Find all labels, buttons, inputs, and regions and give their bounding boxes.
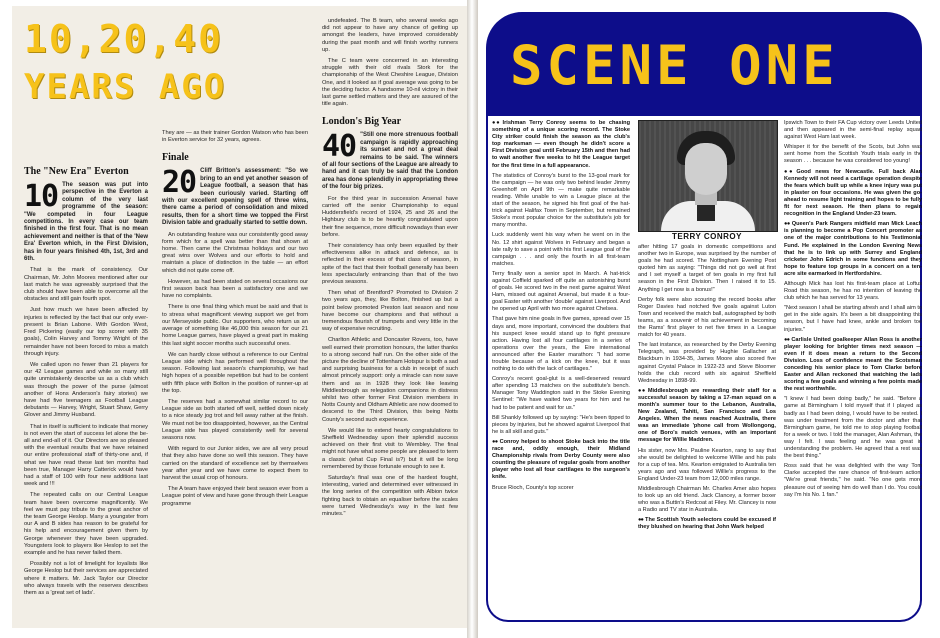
news-paragraph [492, 376, 630, 411]
paragraph-text: Although Mick has lost his first-team place at Loftus Road this season, he has no intention of leaving the club which he has served for 13 years. [784, 280, 922, 302]
player-photo [638, 120, 778, 232]
news-paragraph [638, 244, 776, 294]
bullet-dots-icon: ●● [784, 221, 790, 228]
news-paragraph [638, 388, 776, 445]
right-column-1 [492, 120, 630, 495]
column-paragraphs [322, 18, 458, 108]
paragraph-text: Bruce Rioch, County's top scorer [492, 484, 574, 491]
paragraph: Then what of Brentford? Promoted to Division 2 two years ago, they, like Bolton, finished up but a point below promoted Preston last season and now have become our champions and that without a tremendous flourish of trumpets and very little in the way of expensive recruiting. [322, 290, 458, 333]
news-paragraph [784, 120, 922, 141]
paragraph-text: "Next season I shall be starting afresh and I shall aim to get in the side again. It's been a bit disappointing this season, but I have had knee, ankle and broken toe injuries." [784, 305, 922, 333]
big-number-20: 20 [162, 165, 197, 201]
news-paragraph [638, 517, 776, 531]
section-heading-finale: Finale [162, 152, 189, 164]
lead-paragraph: "Still one more strenuous football campaign is rapidly approaching its sunset and not a great deal remains to be said. The winners of all four sections of the League are already to hand and it can truly be said that the London area has done splendidly in appropriating three of the four big prizes. [322, 132, 458, 191]
paragraph-text: Terry finally won a senior spot in March. A hat-trick against Coffield sparked off quite an astonishing burst of goals. He scored two in the next game against West Ham, missed out against Arsenal, but made it a four-goal Easter with another 'double' against Liverpool. And he opened up April with two more against Chelsea. [492, 270, 630, 313]
paragraph: Charlton Athletic and Doncaster Rovers, too, have well earned their promotion honours, the latter thanks to a strong second half run. On the other side of the picture the decline of Tottenham Hotspur is both a sad and surprising business for a club in receipt of such almost princely support: only a miracle can now save them and as in 1928 they look like leaving Middlesbrough as relegation companions in distress whilst two other former First Division members in Notts County and Oldham Athletic are now doomed to descend to the Third Division, this being Notts County's second such experience. [322, 337, 458, 423]
paragraph: The C team were concerned in an interesting struggle with their old rivals Stork for the championship of the West Cheshire League, Division One, and it looked as if goal average was going to be the deciding factor. A handsome 10-nil victory in their last game settled matters and they are assured of the title again. [322, 58, 458, 108]
left-column-2 [162, 130, 308, 512]
news-paragraph [492, 232, 630, 267]
news-paragraph [492, 415, 630, 436]
bullet-dots-icon: ●● [784, 336, 790, 343]
right-column-2 [638, 244, 776, 535]
paragraph-text: Luck suddenly went his way when he went on in the No. 12 shirt against Wolves in February and began a late rally to save a point with his first League goal of the campaign . . . and only the fourth in all first-team matches. [492, 232, 630, 267]
paragraph-text: Conroy's recent goal-glut is a well-deserved reward after spending 13 matches on the substitute's bench. Manager Tony Waddington said in the Stoke Evening Sentinel: "We have waited two years for him and he had to be patient and wait for us." [492, 376, 630, 411]
paragraph: We would like to extend hearty congratulations to Sheffield Wednesday upon their splendid success achieved on their first visit to Wembley. The final might not have what some people are pleased to term a classic (what Cup Final is?) but it will be long remembered by those fortunate enough to see it. [322, 427, 458, 470]
paragraph-text: The Scottish Youth selectors could be excused if they blushed on hearing that John Wark helped [638, 517, 776, 531]
paragraph-text: Carlisle United goalkeeper Allan Ross is another player looking for brighter times next season — even if it does mean a return to the Second Division. Loss of confidence meant the Scotsman conceding his senior place to Tom Clarke before Easter and Allan reckoned that watching the lads scoring a few goals and winning a few points made the rest worthwhile. [784, 336, 922, 393]
paragraph: With regard to our Junior sides, we are all very proud that they also have done so well this season. They have carried on the standard of excellence set by themselves year after year and we have come to expect them to harvest the usual crop of honours. [162, 446, 308, 481]
lead-paragraph: The season was put into perspective in the Everton a column of the very last programme of the season: "We competed in four League competitions. In every case our team finished in the first four. That is no mean achievement and neither is that of the 'New Era' Everton which, in the First Division, has in four years finished 4th, 1st, 3rd and 6th. [24, 182, 148, 263]
paragraph: Just how much we have been affected by injuries is reflected by the fact that our only ever-present is Brian Labone. With Gordon West, Fred Pickering (easily our top scorer with 35 goals), Colin Harvey and Tommy Wright of the remainder have not been forced to miss a match through injury. [24, 307, 148, 357]
paragraph: Saturday's final was one of the hardest fought, interesting, varied and determined ever witnessed in the long series of the competition with Albion twice fighting back to obtain an equaliser before the scales were turned Wednesday's way in the last few minutes." [322, 475, 458, 518]
news-paragraph [638, 448, 776, 483]
news-paragraph [784, 337, 922, 394]
left-column-3 [322, 18, 458, 522]
bullet-dots-icon: ●● [638, 387, 646, 394]
news-paragraph [784, 396, 922, 460]
paragraph-text: Derby folk were also scouring the record books after Roger Davies had notched five goals against Luton Town and received the match ball, autographed by both teams, as a souvenir of his achievement in becoming the Rams' first player to net five times in a League match for 40 years. [638, 296, 776, 339]
paragraph-text: Middlesbrough are rewarding their staff for a successful season by taking a 17-man squad on a month's summer tour to the Lebanon, Australia, New Zealand, Tahiti, San Francisco and Los Angeles. When the news reached Australia, there was an immediate 'phone call from Wollongong, one of Boro's match venues, with an important message for Willie Maddren. [638, 387, 776, 444]
paragraph: Their consistency has only been equalled by their effectiveness alike in attack and defence, as is reflected in their excess of that class of season, in spite of the fact that their football generally has been less spectacularly entrancing than that of the two previous seasons. [322, 242, 458, 285]
news-paragraph [492, 439, 630, 482]
paragraph-text: Middlesbrough Chairman Mr. Charles Amer also hopes to look up an old friend. Jack Clancey, a former boxer who was a Buttin's Redcoat at Filey. Mr. Clancey is now a Radio and TV star in Australia. [638, 486, 776, 514]
headline [24, 17, 254, 107]
bullet-dots-icon: ●● [638, 517, 644, 524]
paragraph-text: That gave him nine goals in five games, spread over 15 days and, more important, convinced the doubters that his suspect knee would stand up to fight pressure action. Having lost all four cartilages in a series of operations over the years, the Eire international announced after the Easter marathon: "I had some trouble because of a kick on the knee, but it was nothing to do with the lack of cartilages." [492, 316, 630, 373]
left-column-1 [24, 166, 148, 601]
big-number-10: 10 [24, 179, 59, 214]
big-number-40: 40 [322, 129, 357, 165]
news-paragraph [638, 297, 776, 340]
news-paragraph [492, 173, 630, 230]
paragraph-text: His sister, now Mrs. Pauline Kearton, rang to say that she would be delighted to welcome Willie and his pals for a cup of tea. Mrs. Kearton emigrated to Australia ten years ago and was followed Willie's progress to the England Under-23 team from 12,000 miles range. [638, 447, 776, 482]
lead-paragraph: Cliff Britton's assessment: "So we bring to an end yet another season of League football, a season that has been curiously varied. Starting off with our excellent opening spell of three wins, there came a period of consolidation and mixed results, then for a short time we topped the First Division table and gradually started to settle down. [162, 168, 308, 227]
paragraph-text: Good news for Newcastle. Full back Alan Kennedy will not need a cartilage operation despite the fears which built up while a knee injury was put in plaster on four occasions. He was given the go-ahead to resume light training and hopes to be fully fit for next season. He then plans to regain recognition in the England Under-23 team. [784, 168, 922, 218]
column-paragraphs [322, 196, 458, 519]
headline-line-2: YEARS AGO [24, 67, 227, 107]
paragraph-text: "I knew I had been doing badly," he said. "Before a game at Birmingham I told myself that if I played as badly as I had been doing, I would have to be rested. I was under treatment from the doctor and after that Birmingham game, he told me to stop playing football for a week or two. I told the manager, Alan Ashman, the way I felt. I was feeling and he was great in understanding the problem. He agreed that a rest was the best thing." [784, 396, 922, 460]
page-gutter [467, 0, 478, 638]
paragraph: The reserves had a somewhat similar record to our League side as both started off well, settled down nicely to a nice steady jog trot and fell away rather at the finish. We must not be too disappointed, however, as the Central League side has played consistently well for several seasons now. [162, 398, 308, 441]
news-paragraph [638, 342, 776, 385]
news-paragraph [784, 144, 922, 165]
paragraph: There is one final thing which must be said and that is to stress what magnificent viewing support we get from our Merseyside public. Our supporters, who return us an average of something like 46,000 this season for our 21 home League games, have played a great part in making this last sight soccer months such successful ones. [162, 304, 308, 347]
page-title: SCENE ONE [510, 34, 839, 97]
paragraph: That in itself is sufficient to indicate that money is not even the start of success let alone the be-all and end-all of it. Our Directors are so pleased with the eventual results that we have retained our entire professional staff of thirty-one and, if what we have read these last ten months had been true, Manager Harry Catterick would have had a staff of 100 with four new additions last week and !!! [24, 423, 148, 488]
bullet-dots-icon: ●● [784, 168, 795, 175]
section-heading-london: London's Big Year [322, 116, 402, 128]
paragraph-text: The last instance, as researched by the Derby Evening Telegraph, was provided by Hughie Gallacher at Blackburn in 1934-35, James Moore also scored five against Crystal Palace in 1922-23 and Steve Bloomer holds the club record with six against Sheffield Wednesday in 1898-99. [638, 342, 776, 384]
news-paragraph [492, 271, 630, 314]
news-paragraph [784, 169, 922, 219]
paragraph: The A team have enjoyed their best season ever from a League point of view and have gone through their League programme [162, 486, 308, 507]
news-paragraph [492, 316, 630, 373]
paragraph: The repeated calls on our Central League team have been overcome magnificently. We feel we must pay tribute to the great anchor of the team George Heslop. Many a youngster from our A and B sides has reason to be grateful for his help and encouragement given them by George whenever they have been upgraded. Youngsters look to players like Heslop to set the example and he has never failed them. [24, 492, 148, 556]
headline-line-1: 10,20,40 [24, 17, 224, 61]
paragraph-text: Whisper it for the benefit of the Scots, but John was sent home from the Scottish Youth trials early in the season . . . because he was considered too young! [784, 144, 922, 165]
paragraph-text: Irishman Terry Conroy seems to be chasing something of a unique scoring record. The Stoke City striker could finish the season as the club's top marksman — even though he didn't score a First Division goal until February 15th and then had to wait another five weeks to hit the League target for the first time in a full appearance. [492, 120, 630, 169]
paragraph: That is the mark of consistency. Our Chairman, Mr. John Moores mentioned after our last match he was agreeably surprised that the club should have been able to overcome all the obstacles and still gain fourth spot. [24, 267, 148, 303]
paragraph-text: Conroy helped to shoot Stoke back into the title race and, oddly enough, their Midland Championship rivals from Derby County were also counting the pleasure of regular goals from another player who lost all four cartilages to the surgeon's knife. [492, 438, 630, 481]
paragraph-text: Ross said that he was delighted with the way Tom Clarke accepted the rare chance of first-team action. "We're great friends," he said. "No one gets more pleasure out of seeing him do well than I do. You could say I'm his No. 1 fan." [784, 463, 922, 498]
right-page [478, 6, 930, 628]
photo-caption: TERRY CONROY [671, 232, 742, 241]
bullet-dots-icon: ●● [492, 120, 501, 126]
paragraph: An outstanding feature was our consistently good away form which for a spell was better than that shown at home. Then came the Christmas holidays and our two great wins over Wolves and our efforts to hold and maintain a place of distinction in the table — an effort which did not quite come off. [162, 231, 308, 274]
news-paragraph [638, 486, 776, 514]
title-banner [486, 12, 922, 116]
intro-paragraph: They are — as their trainer Gordon Watson who has been in Everton service for 32 years, agrees. [162, 130, 308, 144]
news-paragraph [784, 221, 922, 278]
paragraph: We called upon no fewer than 21 players for our 42 League games and while so many still quite unmistakenly describe us as a club which was through the power of the purse (almost another of Hons Anderson's fairy stories) we have had five teenagers as Football League debutants — Harvey, Wright, Stuart Shaw, Gerry Glover and Jimmy Husband. [24, 361, 148, 419]
paragraph: Possibly not a lot of limelight for loyalists like George Heslop but their services are appreciated where it matters. Mr. Jack Taylor our Director who always travels with the reserves describes them as a 'great set of lads'. [24, 561, 148, 596]
paragraph: We can hardly close without a reference to our Central League side which has performed well throughout the season. Following last season's championship, we had high hopes of a possible repetition but had to be content with fifth place with Bolton in the position of runner-up at the top. [162, 351, 308, 394]
paragraph-text: Bill Shankly followed up by saying: "He's been tipped to pieces by injuries, but he showed against Liverpool that he is all skill and guts." [492, 414, 630, 435]
paragraph: undefeated. The B team, who several weeks ago did not appear to have any chance of getting up amongst the leaders, have improved considerably during the past month and will finish worthy runners up. [322, 18, 458, 53]
news-paragraph [784, 463, 922, 498]
news-paragraph [784, 305, 922, 333]
right-column-3 [784, 120, 922, 502]
news-paragraph [492, 120, 630, 170]
section-heading-everton: The "New Era" Everton [24, 166, 129, 177]
paragraph-text: Queen's Park Rangers midfield man Mick Leach is planning to become a Pop Concert promoter as one of the major contributions to his Testimonial Fund. He explained in the London Evening News that he is to link up with Surrey and England cricketer John Edrich in some functions and they hope to feature top groups in a concert on a ten-acre site earmarked in Hertfordshire. [784, 221, 922, 277]
paragraph: For the third year in succession Arsenal have carried off the senior Championship to equal Huddersfield's record of 1924, 25 and 26 and the Highbury club is to be heartily congratulated upon their fine sequence, more difficult nowadays than ever before. [322, 195, 458, 238]
paragraph-text: The statistics of Conroy's burst to the 13-goal mark for the campaign — he was only two behind leader Jimmy Greenhoff on April 9th — make quite remarkable reading. While unable to win a League place at the start of the season, he signed his first goal of the hat-trick against Halifax Town in September, but remained Stoke's most popular choice for the substitute's job for many months. [492, 172, 630, 229]
news-paragraph [492, 485, 630, 492]
paragraph-text: Ipswich Town to their FA Cup victory over Leeds United and then appeared in the semi-final replay squad against West Ham last week. [784, 120, 922, 141]
bullet-dots-icon: ●● [492, 438, 498, 445]
left-page [12, 6, 467, 628]
column-paragraphs [24, 267, 148, 597]
paragraph: However, as had been stated on several occasions our first season back has been a satisfactory one and we have no complaints. [162, 278, 308, 300]
news-paragraph [784, 281, 922, 302]
paragraph-text: after hitting 17 goals in domestic competitions and another two in Europe, was surprised by the number of goals he had scored. The Nottingham Evening Post quoted him as saying: "Things did not go well at first and I set myself a target of ten goals in my first full season in the First Division. Then I raised it to 15. Anything I get now is a bonus!" [638, 244, 776, 293]
column-paragraphs [162, 232, 308, 508]
